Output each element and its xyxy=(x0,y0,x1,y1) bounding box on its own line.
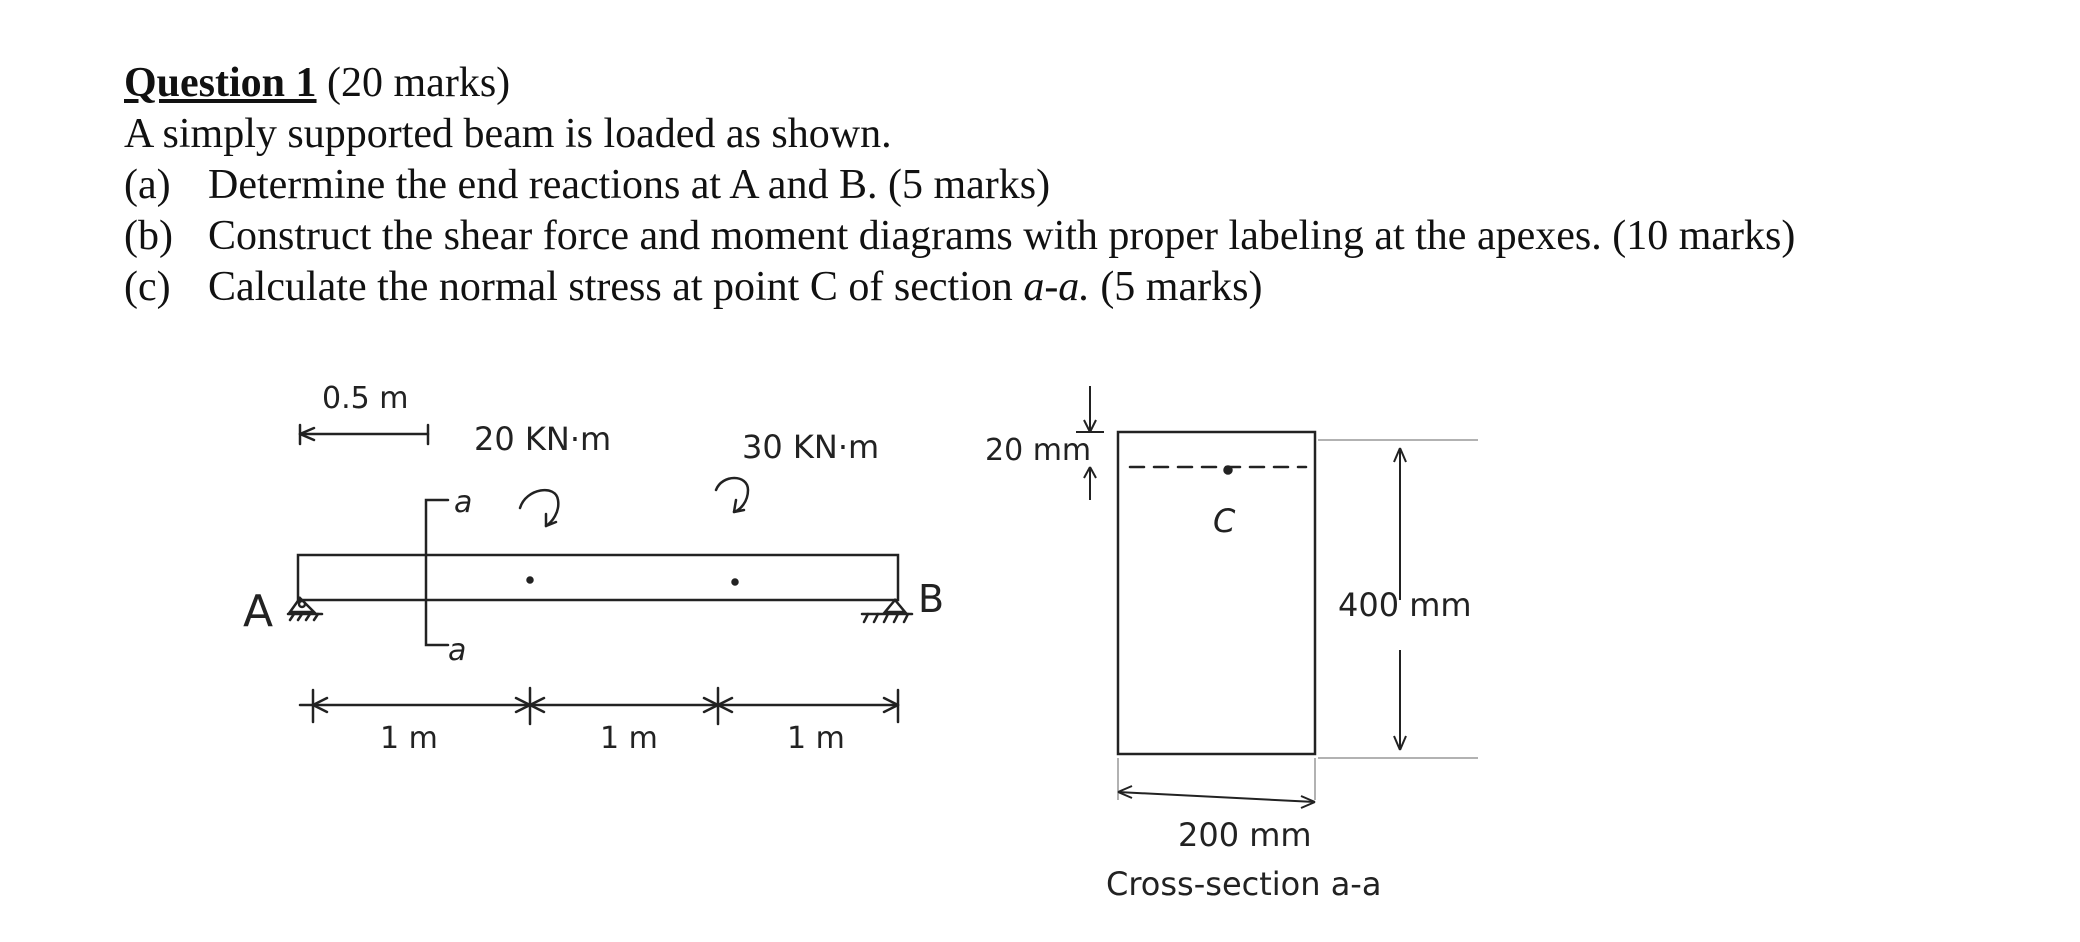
span-1-label: 1 m xyxy=(380,721,438,756)
moment-arrow-20 xyxy=(520,490,558,526)
centroid-label: C xyxy=(1213,502,1236,540)
cross-section-caption: Cross-section a-a xyxy=(1106,865,1382,903)
question-intro: A simply supported beam is loaded as shown. xyxy=(124,111,892,157)
moment-point-1 xyxy=(528,578,533,583)
width-200mm-label: 200 mm xyxy=(1178,816,1312,854)
part-c-section: a-a. xyxy=(1023,264,1090,310)
part-a-label: (a) xyxy=(124,162,171,208)
section-label-bottom: a xyxy=(448,633,467,668)
part-c-marks: (5 marks) xyxy=(1089,264,1263,310)
dim-0-5m-label: 0.5 m xyxy=(322,381,409,416)
support-a-label: A xyxy=(243,586,274,637)
part-b-label: (b) xyxy=(124,213,173,259)
question-marks: (20 marks) xyxy=(327,60,511,106)
pin-support-a xyxy=(288,598,322,620)
part-b-text: Construct the shear force and moment diagrams with proper labeling at the apexes. (10 marks) xyxy=(208,213,1796,259)
span-3-label: 1 m xyxy=(787,721,845,756)
moment-point-2 xyxy=(733,580,738,585)
moment-arrow-30 xyxy=(716,478,748,512)
span-2-label: 1 m xyxy=(600,721,658,756)
beam xyxy=(298,555,898,600)
support-b-label: B xyxy=(918,577,945,621)
offset-20mm-label: 20 mm xyxy=(985,433,1092,468)
question-number: Question 1 xyxy=(124,60,317,106)
roller-support-b xyxy=(862,600,912,622)
part-c-text: Calculate the normal stress at point C of section xyxy=(208,264,1024,310)
part-a-text: Determine the end reactions at A and B. (5 marks) xyxy=(208,162,1051,208)
moment-1-label: 20 KN·m xyxy=(474,420,612,458)
dim-200mm xyxy=(1118,786,1315,808)
cross-section-rect xyxy=(1118,432,1315,754)
dim-0-5m xyxy=(300,425,428,444)
centroid-point xyxy=(1225,467,1232,474)
height-400mm-label: 400 mm xyxy=(1338,586,1472,624)
span-dimension-line xyxy=(300,688,898,724)
section-label-top: a xyxy=(454,485,473,520)
moment-2-label: 30 KN·m xyxy=(742,428,880,466)
section-cut-a-a xyxy=(426,500,448,645)
part-c-label: (c) xyxy=(124,264,171,310)
